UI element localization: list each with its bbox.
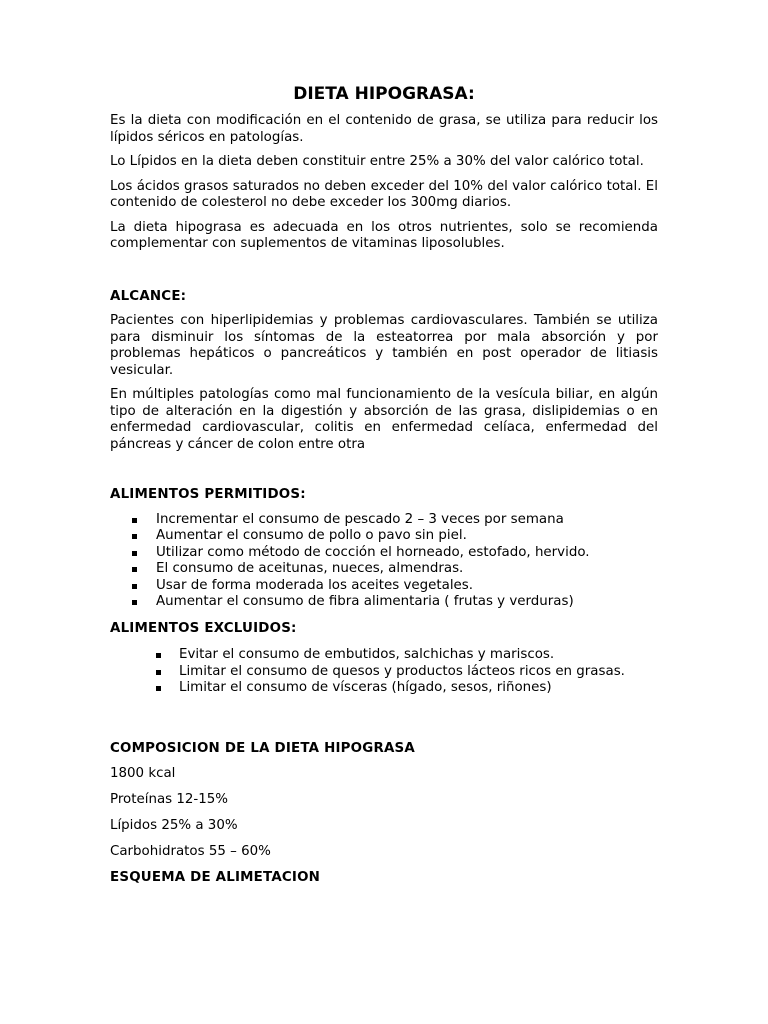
bullet-icon <box>132 534 137 539</box>
intro-paragraph: Los ácidos grasos saturados no deben exceder del 10% del valor calórico total. El contenido de colesterol no debe exceder los 300mg diarios. <box>110 178 658 210</box>
composicion-heading: COMPOSICION DE LA DIETA HIPOGRASA <box>110 740 415 756</box>
intro-paragraph: Es la dieta con modificación en el contenido de grasa, se utiliza para reducir los lípidos séricos en patologías. <box>110 113 658 145</box>
excluidos-heading: ALIMENTOS EXCLUIDOS: <box>110 620 297 636</box>
bullet-icon <box>132 518 137 523</box>
esquema-heading: ESQUEMA DE ALIMETACION <box>110 870 321 885</box>
list-item-text: Evitar el consumo de embutidos, salchichas y mariscos. <box>179 647 555 662</box>
excluidos-list <box>110 647 658 697</box>
list-item-text: El consumo de aceitunas, nueces, almendras. <box>156 561 464 576</box>
composicion-line: Lípidos 25% a 30% <box>110 818 238 833</box>
intro-paragraph: La dieta hipograsa es adecuada en los otros nutrientes, solo se recomienda complementar con suplementos de vitaminas liposolubles. <box>110 219 658 251</box>
list-item <box>110 578 658 595</box>
list-item-text: Utilizar como método de cocción el horneado, estofado, hervido. <box>156 544 590 560</box>
composicion-line: Carbohidratos 55 – 60% <box>110 844 271 859</box>
list-item <box>110 664 658 681</box>
bullet-icon <box>132 584 137 589</box>
list-item <box>110 647 658 664</box>
bullet-icon <box>132 567 137 572</box>
document-title: DIETA HIPOGRASA: <box>293 84 475 104</box>
list-item <box>110 528 658 545</box>
document-page <box>110 84 658 887</box>
permitidos-list <box>110 512 658 611</box>
bullet-icon <box>156 686 161 691</box>
permitidos-heading: ALIMENTOS PERMITIDOS: <box>110 487 306 502</box>
bullet-icon <box>132 551 137 556</box>
list-item-text: Limitar el consumo de quesos y productos lácteos ricos en grasas. <box>179 663 625 679</box>
bullet-icon <box>132 600 137 605</box>
list-item <box>110 545 658 562</box>
list-item-text: Usar de forma moderada los aceites vegetales. <box>156 577 474 593</box>
alcance-heading: ALCANCE: <box>110 288 187 304</box>
bullet-icon <box>156 653 161 658</box>
list-item <box>110 680 658 697</box>
list-item-text: Limitar el consumo de vísceras (hígado, sesos, riñones) <box>179 680 552 695</box>
composicion-line: Proteínas 12-15% <box>110 792 229 807</box>
list-item <box>110 594 658 611</box>
list-item <box>110 561 658 578</box>
intro-paragraph: Lo Lípidos en la dieta deben constituir entre 25% a 30% del valor calórico total. <box>110 154 644 169</box>
list-item <box>110 512 658 529</box>
alcance-paragraph: En múltiples patologías como mal funcionamiento de la vesícula biliar, en algún tipo de alteración en la digestión y absorción de las grasa, dislipidemias o en enfermedad cardiovascular, colitis en enfermedad celíaca, enfermedad del páncreas y cáncer de colon entre otra <box>110 387 658 452</box>
alcance-paragraph: Pacientes con hiperlipidemias y problemas cardiovasculares. También se utiliza para disminuir los síntomas de la esteatorrea por mala absorción y por problemas hepáticos o pancreáticos y también en post operador de litiasis vesicular. <box>110 313 658 378</box>
list-item-text: Incrementar el consumo de pescado 2 – 3 veces por semana <box>156 511 564 527</box>
composicion-line: 1800 kcal <box>110 766 176 781</box>
bullet-icon <box>156 670 161 675</box>
list-item-text: Aumentar el consumo de pollo o pavo sin piel. <box>156 528 467 543</box>
list-item-text: Aumentar el consumo de fibra alimentaria ( frutas y verduras) <box>156 594 574 609</box>
